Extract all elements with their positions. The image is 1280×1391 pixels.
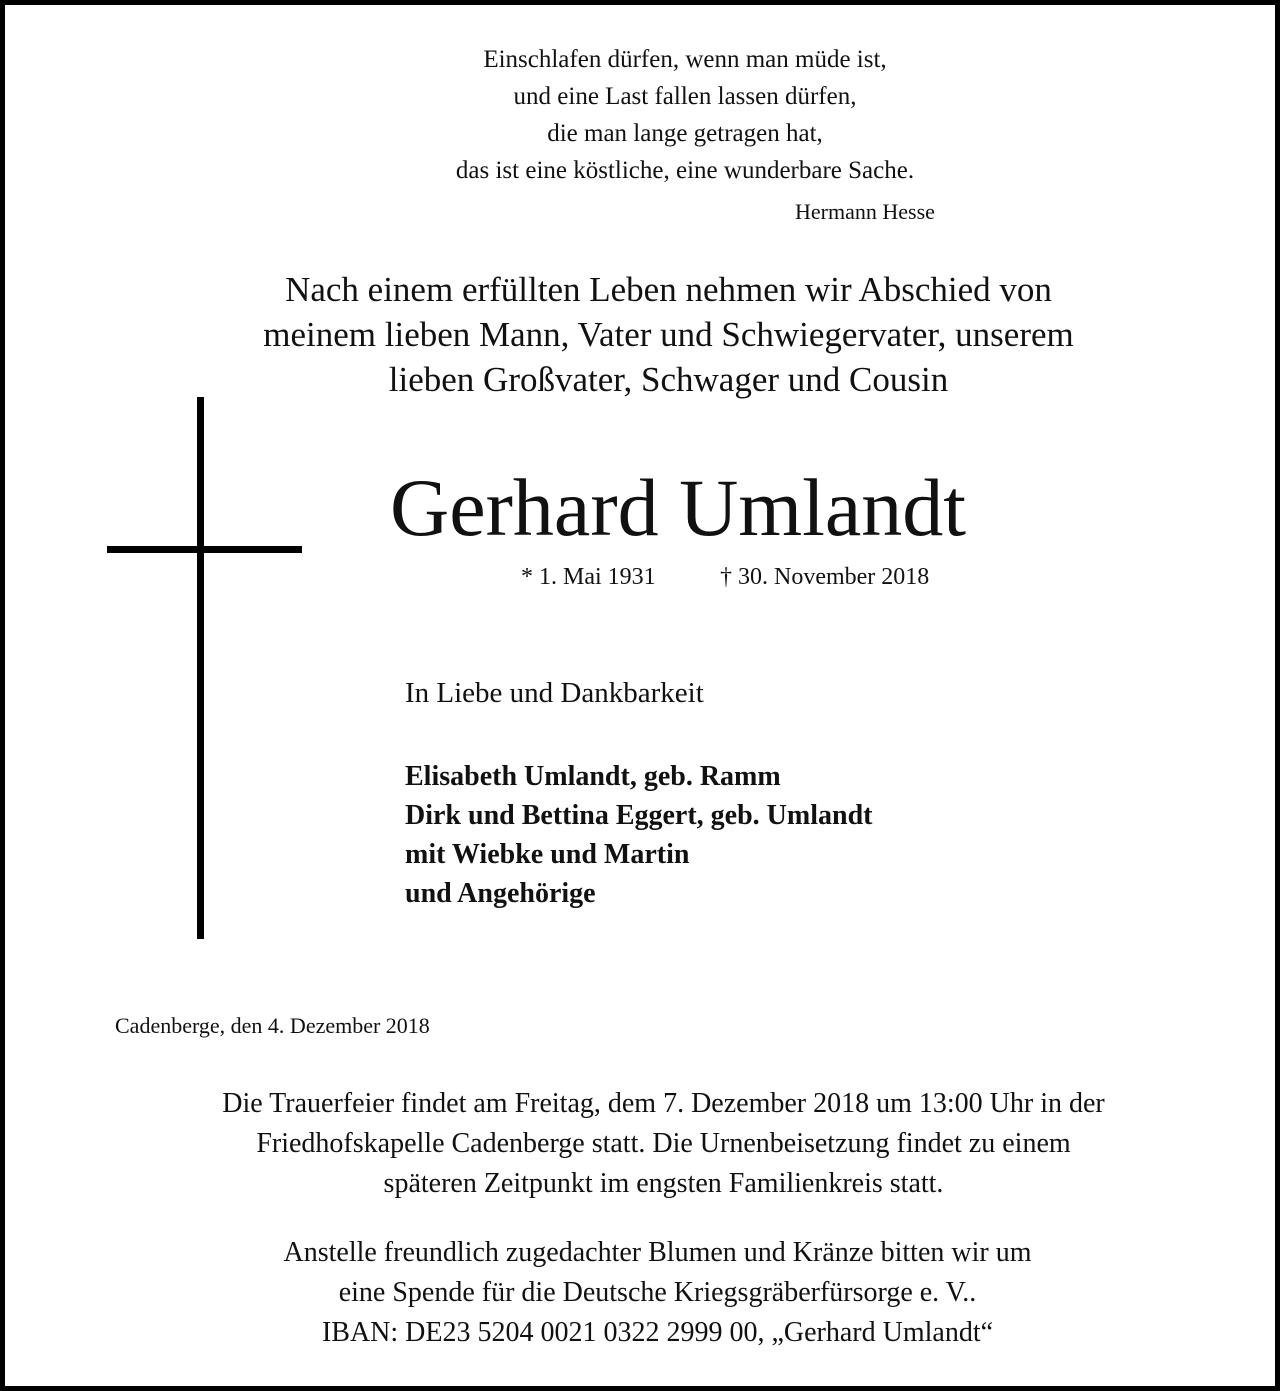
mourner-line: Elisabeth Umlandt, geb. Ramm xyxy=(405,761,781,792)
quote-line: Einschlafen dürfen, wenn man müde ist, xyxy=(483,46,887,73)
ceremony-line: Die Trauerfeier findet am Freitag, dem 7. Dezember 2018 um 13:00 Uhr in der xyxy=(222,1088,1105,1119)
quote-line: die man lange getragen hat, xyxy=(547,120,823,147)
intro-line: meinem lieben Mann, Vater und Schwiegervater, unserem xyxy=(263,315,1074,354)
donation-line: IBAN: DE23 5204 0021 0322 2999 00, „Gerhard Umlandt“ xyxy=(321,1317,994,1348)
donation-line: eine Spende für die Deutsche Kriegsgräberfürsorge e. V.. xyxy=(338,1277,977,1308)
cross-icon-vertical-bar xyxy=(197,397,204,939)
mourner-line: mit Wiebke und Martin xyxy=(405,839,690,870)
mourner-line: und Angehörige xyxy=(405,878,596,909)
donation-notice xyxy=(5,1233,1280,1353)
cross-icon-horizontal-bar xyxy=(107,546,302,553)
quote-author: Hermann Hesse xyxy=(795,199,935,224)
ceremony-notice xyxy=(5,1084,1280,1204)
place-and-date: Cadenberge, den 4. Dezember 2018 xyxy=(115,1013,430,1038)
intro-line: lieben Großvater, Schwager und Cousin xyxy=(388,360,949,399)
quote-line: das ist eine köstliche, eine wunderbare Sache. xyxy=(455,157,915,184)
deceased-name: Gerhard Umlandt xyxy=(390,462,967,553)
ceremony-line: späteren Zeitpunkt im engsten Familienkreis statt. xyxy=(383,1168,944,1199)
quote-line: und eine Last fallen lassen dürfen, xyxy=(513,83,857,110)
ceremony-line: Friedhofskapelle Cadenberge statt. Die Urnenbeisetzung findet zu einem xyxy=(256,1128,1071,1159)
donation-line: Anstelle freundlich zugedachter Blumen und Kränze bitten wir um xyxy=(283,1237,1032,1268)
hesse-quote xyxy=(5,41,1280,189)
intro-text xyxy=(5,267,1280,402)
closing-phrase: In Liebe und Dankbarkeit xyxy=(405,677,704,709)
birth-date: * 1. Mai 1931 xyxy=(521,564,656,590)
intro-line: Nach einem erfüllten Leben nehmen wir Abschied von xyxy=(285,270,1052,309)
mourner-line: Dirk und Bettina Eggert, geb. Umlandt xyxy=(405,800,873,831)
mourners-list xyxy=(405,757,872,913)
death-date: † 30. November 2018 xyxy=(720,564,930,590)
